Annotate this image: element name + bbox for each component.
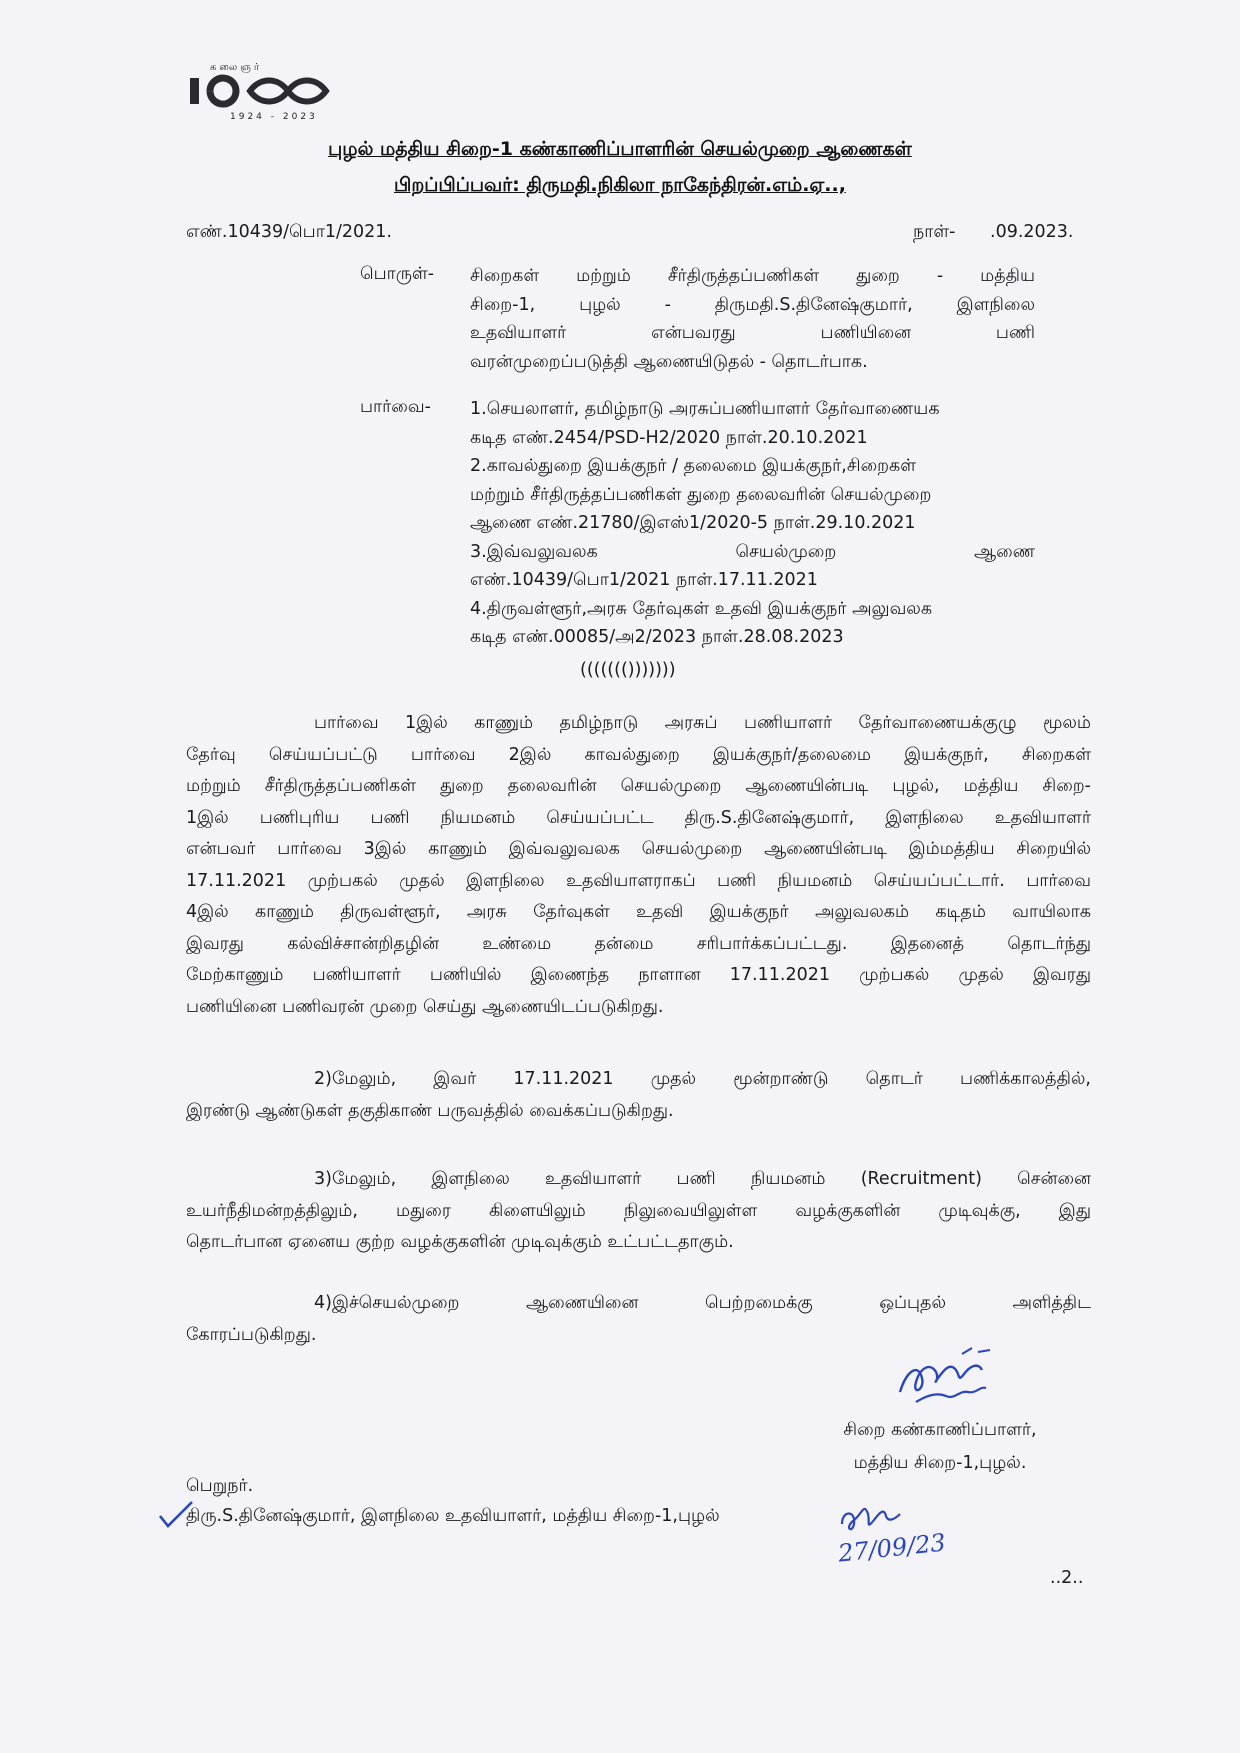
paragraph-line: 3)மேலும், இளநிலை உதவியாளர் பணி நியமனம் (Recruitment) சென்னை (314, 1169, 1091, 1189)
page-continuation: ..2.. (1050, 1568, 1084, 1588)
paragraph-line: மற்றும் சீர்திருத்தப்பணிகள் துறை தலைவரின் செயல்முறை ஆணையின்படி புழல், மத்திய சிறை- (186, 776, 1091, 796)
paragraph-line: பார்வை 1இல் காணும் தமிழ்நாடு அரசுப் பணியாளர் தேர்வாணையக்குழு மூலம் (314, 713, 1091, 733)
date-value: .09.2023. (990, 222, 1074, 242)
references-label: பார்வை- (360, 397, 431, 417)
body-paragraph-4 (186, 1288, 1091, 1351)
subject-label: பொருள்- (360, 264, 435, 284)
paragraph-line: தொடர்பான ஏனைய குற்ற வழக்குகளின் முடிவுக்கும் உட்பட்டதாகும். (186, 1232, 734, 1252)
header-title-line1: புழல் மத்திய சிறை-1 கண்காணிப்பாளரின் செயல்முறை ஆணைகள் (328, 138, 912, 160)
centenary-logo (190, 62, 350, 126)
paragraph-line: 4இல் காணும் திருவள்ளூர், அரசு தேர்வுகள் உதவி இயக்குநர் அலுவலகம் கடிதம் வாயிலாக (186, 902, 1091, 922)
separator-brackets: ((((((())))))) (580, 660, 676, 680)
subject-line: உதவியாளர் என்பவரது பணியினை பணி (470, 323, 1035, 343)
reference-line: 1.செயலாளர், தமிழ்நாடு அரசுப்பணியாளர் தேர்வாணையக (470, 399, 940, 419)
paragraph-line: உயர்நீதிமன்றத்திலும், மதுரை கிளையிலும் நிலுவையிலுள்ள வழக்குகளின் முடிவுக்கு, இது (186, 1200, 1091, 1221)
subject-line: சிறை-1, புழல் - திருமதி.S.தினேஷ்குமார், இளநிலை (470, 294, 1035, 315)
reference-line: கடித எண்.00085/அ2/2023 நாள்.28.08.2023 (470, 627, 844, 647)
paragraph-line: இரண்டு ஆண்டுகள் தகுதிகாண் பருவத்தில் வைக்கப்படுகிறது. (186, 1100, 674, 1121)
reference-line: மற்றும் சீர்திருத்தப்பணிகள் துறை தலைவரின் செயல்முறை (470, 484, 932, 505)
paragraph-line: இவரது கல்விச்சான்றிதழின் உண்மை தன்மை சரிபார்க்கப்பட்டது. இதனைத் தொடர்ந்து (186, 933, 1091, 954)
date-label: நாள்- (913, 222, 956, 242)
references-list (470, 395, 1035, 652)
signature-block (780, 1414, 1100, 1480)
reference-line: 2.காவல்துறை இயக்குநர் / தலைமை இயக்குநர்,சிறைகள் (470, 456, 917, 476)
paragraph-line: தேர்வு செய்யப்பட்டு பார்வை 2இல் காவல்துறை இயக்குநர்/தலைமை இயக்குநர், சிறைகள் (186, 744, 1091, 765)
reference-line: எண்.10439/பொ1/2021 நாள்.17.11.2021 (470, 570, 818, 590)
acknowledgement-initials-icon (836, 1500, 916, 1536)
signatory-office: மத்திய சிறை-1,புழல். (853, 1453, 1027, 1473)
paragraph-line: என்பவர் பார்வை 3இல் காணும் இவ்வலுவலக செயல்முறை ஆணையின்படி இம்மத்திய சிறையில் (186, 839, 1091, 859)
recipient-label: பெறுநர். (186, 1476, 254, 1496)
recipient-name: திரு.S.தினேஷ்குமார், இளநிலை உதவியாளர், மத்திய சிறை-1,புழல் (186, 1506, 720, 1526)
body-paragraph-2 (186, 1064, 1091, 1127)
subject-line: வரன்முறைப்படுத்தி ஆணையிடுதல் - தொடர்பாக. (470, 351, 868, 372)
reference-line: ஆணை எண்.21780/இஎஸ்1/2020-5 நாள்.29.10.2021 (470, 513, 916, 533)
paragraph-line: கோரப்படுகிறது. (186, 1324, 317, 1345)
paragraph-line: பணியினை பணிவரன் முறை செய்து ஆணையிடப்படுகிறது. (186, 996, 664, 1017)
signatory-designation: சிறை கண்காணிப்பாளர், (843, 1420, 1037, 1440)
logo-years: 1924 - 2023 (230, 112, 318, 122)
subject-text (470, 262, 1035, 376)
body-paragraph-1 (186, 708, 1091, 1023)
header-title-line2: பிறப்பிப்பவர்: திருமதி.நிகிலா நாகேந்திரன்.எம்.ஏ.., (394, 174, 846, 196)
acknowledgement-date: 27/09/23 (836, 1528, 947, 1568)
paragraph-line: 2)மேலும், இவர் 17.11.2021 முதல் மூன்றாண்டு தொடர் பணிக்காலத்தில், (314, 1069, 1091, 1089)
paragraph-line: மேற்காணும் பணியாளர் பணியில் இணைந்த நாளான 17.11.2021 முற்பகல் முதல் இவரது (186, 965, 1091, 985)
paragraph-line: 17.11.2021 முற்பகல் முதல் இளநிலை உதவியாளராகப் பணி நியமனம் செய்யப்பட்டார். பார்வை (186, 870, 1091, 891)
subject-line: சிறைகள் மற்றும் சீர்திருத்தப்பணிகள் துறை - மத்திய (470, 266, 1035, 286)
reference-line: 4.திருவள்ளூர்,அரசு தேர்வுகள் உதவி இயக்குநர் அலுவலக (470, 598, 933, 619)
handwritten-signature-icon (892, 1344, 1002, 1414)
paragraph-line: 1இல் பணிபுரிய பணி நியமனம் செய்யப்பட்ட திரு.S.தினேஷ்குமார், இளநிலை உதவியாளர் (186, 807, 1091, 828)
logo-script-text: கலைஞர் (210, 62, 263, 73)
body-paragraph-3 (186, 1164, 1091, 1259)
reference-line: கடித எண்.2454/PSD-H2/2020 நாள்.20.10.2021 (470, 427, 868, 448)
reference-line: 3.இவ்வலுவலக செயல்முறை ஆணை (470, 541, 1035, 562)
paragraph-line: 4)இச்செயல்முறை ஆணையினை பெற்றமைக்கு ஒப்புதல் அளித்திட (314, 1293, 1091, 1313)
reference-number: எண்.10439/பொ1/2021. (186, 222, 392, 242)
